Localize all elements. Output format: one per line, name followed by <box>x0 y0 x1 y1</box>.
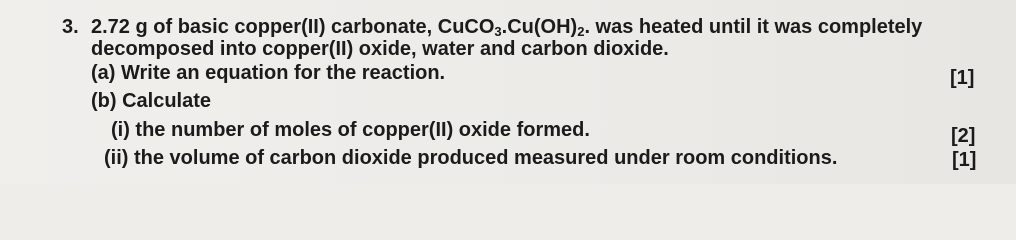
stem-subscript-1: 3 <box>494 24 502 39</box>
stem-text-part-2: .Cu(OH) <box>501 16 578 38</box>
question-stem-line-2: decomposed into copper(II) oxide, water and carbon dioxide. <box>91 38 669 60</box>
stem-text-part-1: 2.72 g of basic copper(II) carbonate, CuCO <box>91 16 495 38</box>
part-a-text: (a) Write an equation for the reaction. <box>91 62 446 84</box>
part-b-i-text: (i) the number of moles of copper(II) oxide formed. <box>111 119 590 141</box>
stem-text-part-3: . was heated until it was completely <box>584 16 923 38</box>
part-b-i-marks: [2] <box>951 125 976 147</box>
part-a-marks: [1] <box>950 67 975 89</box>
part-b-ii-marks: [1] <box>952 149 977 171</box>
part-b-text: (b) Calculate <box>91 90 212 112</box>
question-stem-line-1 <box>91 17 922 37</box>
stem-subscript-2: 2 <box>577 24 585 39</box>
question-number: 3. <box>62 16 79 38</box>
part-b-ii-text: (ii) the volume of carbon dioxide produced measured under room conditions. <box>104 147 838 169</box>
